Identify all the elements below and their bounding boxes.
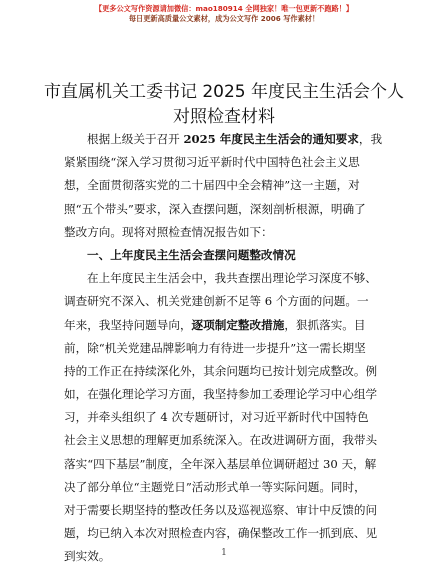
- section-heading: 一、上年度民主生活会查摆问题整改情况: [87, 247, 296, 262]
- text-run: 整改方向。现将对照检查情况报告如下：: [64, 224, 273, 239]
- promo-banner: [0, 4, 448, 24]
- text-run: 年来，我坚持问题导向，: [64, 317, 192, 332]
- text-line: [64, 453, 386, 476]
- text-run: 习，并牵头组织了 4 次专题研讨，对习近平新时代中国特色: [64, 410, 369, 425]
- text-run: 落实“四下基层”制度，全年深入基层单位调研超过 30 天，解: [64, 456, 377, 471]
- text-line: [64, 429, 386, 452]
- text-run: 根据上级关于召开: [87, 132, 184, 146]
- document-title-line-2: 对照检查材料: [173, 107, 275, 127]
- text-run: ，狠抓落实。目: [284, 317, 366, 332]
- text-run: 在上年度民主生活会中，我共查摆出理论学习深度不够、: [87, 271, 377, 286]
- page-number: 1: [221, 548, 227, 558]
- text-line: [64, 198, 386, 221]
- text-line: [64, 221, 386, 244]
- text-run: 到实效。: [64, 549, 111, 564]
- text-run: 持的工作正在持续深化外，其余问题均已按计划完成整改。例: [64, 363, 378, 378]
- text-line: [64, 337, 386, 360]
- text-line: [64, 476, 386, 499]
- text-line: [64, 174, 386, 197]
- text-line: [64, 522, 386, 545]
- text-run: 想，全面贯彻落实党的二十届四中全会精神”这一主题，对: [64, 178, 360, 193]
- document-title: [0, 80, 448, 130]
- text-run: 紧紧围绕“深入学习贯彻习近平新时代中国特色社会主义思: [64, 155, 360, 170]
- text-run: 如，在强化理论学习方面，我坚持参加工委理论学习中心组学: [64, 387, 378, 402]
- text-line: [64, 360, 386, 383]
- text-line: [64, 267, 386, 290]
- text-line: [64, 151, 386, 174]
- text-run: 前，除“机关党建品牌影响力有待进一步提升”这一需长期坚: [64, 340, 366, 355]
- intro-paragraph: [64, 128, 386, 244]
- text-line: [64, 290, 386, 313]
- promo-banner-line-1: 【更多公文写作资源请加微信：mao180914 全网独家！唯一包更新不跑路！】: [94, 4, 354, 13]
- text-run: 对于需要长期坚持的整改任务以及巡视巡察、审计中反馈的问: [64, 503, 378, 517]
- text-run: 照“五个带头”要求，深入查摆问题，深刻剖析根源，明确了: [64, 201, 366, 216]
- section-paragraph: [64, 267, 386, 568]
- text-run: 调查研究不深入、机关党建创新不足等 6 个方面的问题。一: [64, 294, 369, 309]
- text-run: ，我: [358, 132, 383, 146]
- text-line: [64, 406, 386, 429]
- emphasized-text: 逐项制定整改措施: [191, 317, 285, 332]
- text-line: [64, 383, 386, 406]
- promo-banner-line-2: 每日更新高质量公文素材，成为公文写作 2006 写作素材！: [128, 14, 320, 23]
- document-body: [64, 128, 386, 569]
- text-line: [64, 314, 386, 337]
- emphasized-text: 2025 年度民主生活会的通知要求: [183, 132, 359, 146]
- text-line: [64, 499, 386, 522]
- document-title-line-1: 市直属机关工委书记 2025 年度民主生活会个人: [43, 82, 405, 102]
- text-run: 题，均已纳入本次对照检查内容，确保整改工作一抓到底、见: [64, 526, 378, 541]
- text-run: 决了部分单位“主题党日”活动形式单一等实际问题。同时，: [64, 479, 366, 494]
- text-run: 社会主义思想的理解更加系统深入。在改进调研方面，我带头: [64, 433, 378, 448]
- text-line: [64, 128, 386, 151]
